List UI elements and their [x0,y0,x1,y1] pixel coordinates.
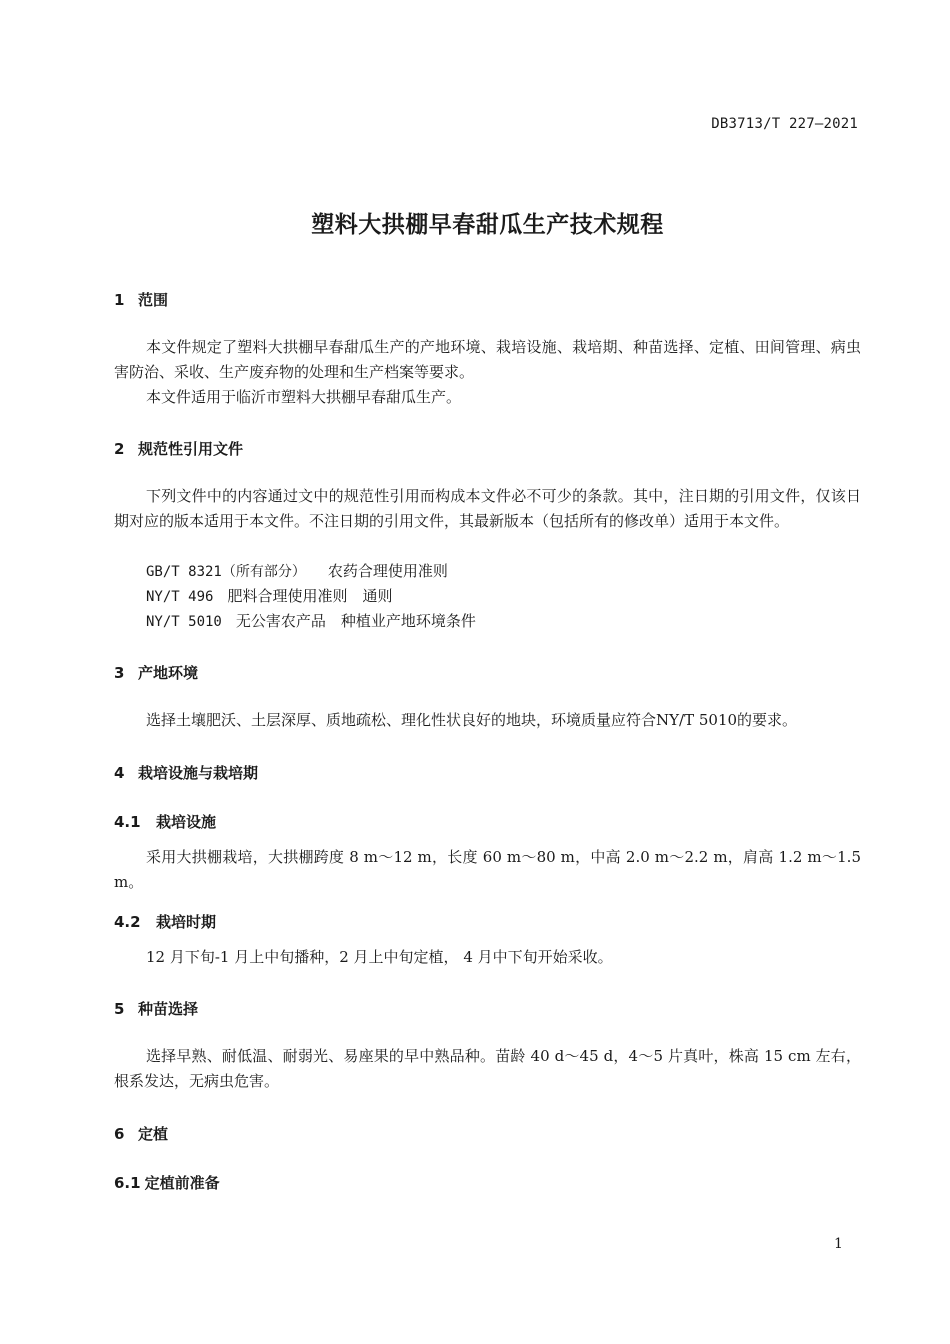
subsection-title: 定植前准备 [144,1174,220,1192]
paragraph-environment: 选择土壤肥沃、土层深厚、质地疏松、理化性状良好的地块，环境质量应符合NY/T 5010的要求。 [146,711,798,729]
paragraph-scope-1: 本文件规定了塑料大拱棚早春甜瓜生产的产地环境、栽培设施、栽培期、种苗选择、定植、田间管理、病虫害防治、采收、生产废弃物的处理和生产档案等要求。 [114,338,861,381]
subsection-number: 6.1 [114,1174,141,1192]
paragraph-facilities: 采用大拱棚栽培，大拱棚跨度 8 m～12 m，长度 60 m～80 m，中高 2.0 m～2.2 m，肩高 1.2 m～1.5 m。 [114,848,861,891]
section-number: 6 [114,1125,125,1143]
reference-name: 农药合理使用准则 [327,562,448,580]
section-title: 规范性引用文件 [138,440,244,458]
reference-code: NY/T 496 [146,589,214,605]
page-number: 1 [834,1236,843,1252]
subsection-heading-6-1 [114,1172,220,1193]
section-number: 3 [114,664,125,682]
section-number: 4 [114,764,125,782]
section-heading-3 [114,662,198,683]
subsection-heading-4-1 [114,811,216,832]
section-heading-6 [114,1123,168,1144]
subsection-title: 栽培设施 [156,813,217,831]
subsection-heading-4-2 [114,911,216,932]
section-heading-2 [114,438,243,459]
section-title: 范围 [138,291,169,309]
section-number: 1 [114,291,125,309]
paragraph-normative-references: 下列文件中的内容通过文中的规范性引用而构成本文件必不可少的条款。其中，注日期的引用文件，仅该日期对应的版本适用于本文件。不注日期的引用文件，其最新版本（包括所有的修改单）适用于本文件。 [114,487,861,530]
reference-code: GB/T 8321（所有部分） [146,564,306,580]
reference-code: NY/T 5010 [146,614,222,630]
section-title: 种苗选择 [138,1000,199,1018]
document-number: DB3713/T 227—2021 [711,116,858,132]
section-title: 定植 [138,1125,169,1143]
paragraph-scope-2: 本文件适用于临沂市塑料大拱棚早春甜瓜生产。 [146,388,462,406]
paragraph-timing: 12 月下旬-1 月上中旬播种，2 月上中旬定植， 4 月中下旬开始采收。 [146,948,613,966]
section-heading-4 [114,762,258,783]
section-heading-5 [114,998,198,1019]
reference-item [146,584,392,610]
section-number: 2 [114,440,125,458]
section-title: 栽培设施与栽培期 [138,764,259,782]
subsection-number: 4.1 [114,813,141,831]
section-heading-1 [114,289,168,310]
reference-item [146,609,476,635]
section-number: 5 [114,1000,125,1018]
reference-name: 肥料合理使用准则 通则 [227,587,393,605]
document-title: 塑料大拱棚早春甜瓜生产技术规程 [311,212,664,238]
section-title: 产地环境 [138,664,199,682]
reference-item [146,559,448,585]
subsection-number: 4.2 [114,913,141,931]
reference-name: 无公害农产品 种植业产地环境条件 [235,612,476,630]
subsection-title: 栽培时期 [156,913,217,931]
paragraph-seedlings: 选择早熟、耐低温、耐弱光、易座果的早中熟品种。苗龄 40 d～45 d，4～5 片真叶，株高 15 cm 左右，根系发达，无病虫危害。 [114,1047,861,1090]
